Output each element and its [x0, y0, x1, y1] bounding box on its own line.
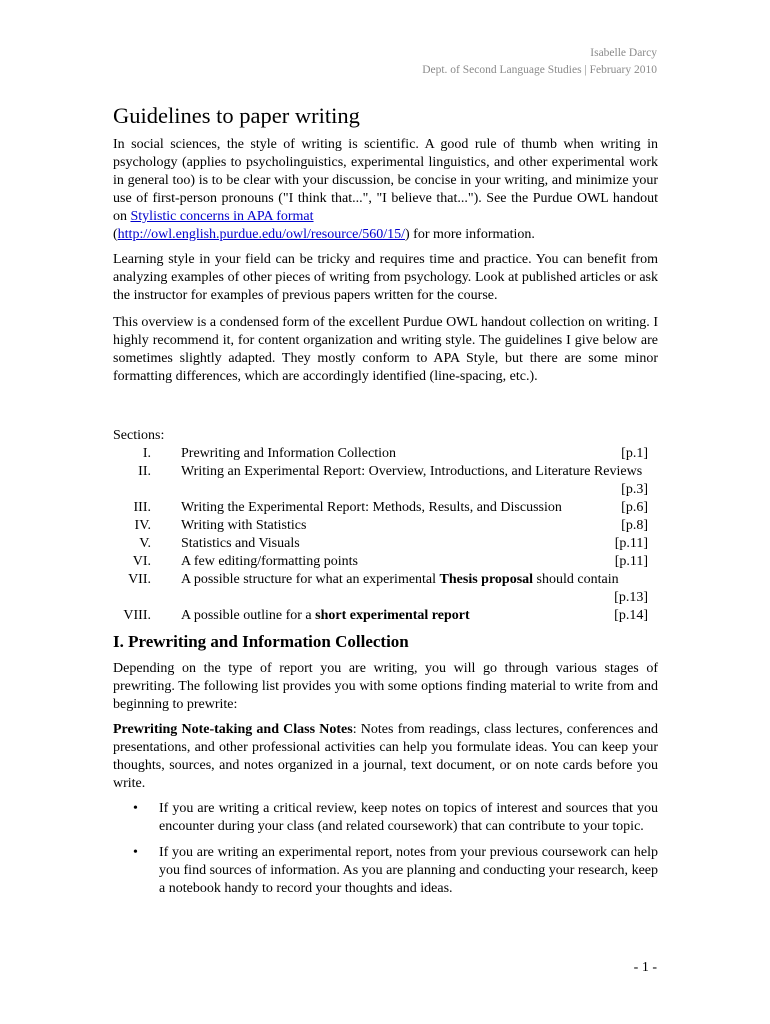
toc-page-ref: [p.1]	[621, 446, 648, 461]
toc-title-part: A possible structure for what an experimental	[181, 572, 440, 587]
note-taking-description: : Notes from readings, class lectures, conferences and presentations, and other professional activities can help you formulate ideas. You can keep your thoughts, sources, and notes organized in a journal, text document, or on note cards before you write.	[113, 722, 658, 791]
owl-url-link[interactable]: http://owl.english.purdue.edu/owl/resource/560/15/	[117, 227, 406, 242]
toc-number: III.	[133, 500, 151, 515]
list-item	[113, 844, 658, 898]
bullet-list	[113, 800, 658, 906]
toc-title: Prewriting and Information Collection	[181, 446, 397, 461]
toc-page-ref: [p.8]	[621, 518, 648, 533]
header-author: Isabelle Darcy	[590, 47, 657, 59]
toc-number: IV.	[134, 518, 151, 533]
toc-number: II.	[138, 464, 151, 479]
toc-title: Writing an Experimental Report: Overview, Introductions, and Literature Reviews	[181, 464, 643, 479]
toc-title: Statistics and Visuals	[181, 536, 300, 551]
note-taking-term: Prewriting Note-taking and Class Notes	[113, 722, 353, 737]
toc-title: Writing with Statistics	[181, 518, 307, 533]
toc-page-ref: [p.6]	[621, 500, 648, 515]
stylistic-concerns-link[interactable]: Stylistic concerns in APA format	[130, 209, 314, 224]
header-dept-date: Dept. of Second Language Studies | February 2010	[422, 64, 657, 76]
intro-p1-end: ) for more information.	[405, 227, 535, 242]
toc-title: A few editing/formatting points	[181, 554, 358, 569]
toc-title-bold: short experimental report	[315, 608, 470, 623]
intro-paragraph-3: This overview is a condensed form of the excellent Purdue OWL handout collection on writing. I highly recommend it, for content organization and writing style. The guidelines I give below are sometimes slightly adapted. They mostly conform to APA Style, but there are some minor formatting differences, which are accordingly identified (line-spacing, etc.).	[113, 315, 658, 384]
url-paren-open: (	[113, 227, 118, 242]
toc-number: VII.	[128, 572, 151, 587]
section-1-paragraph-1: Depending on the type of report you are writing, you will go through various stages of prewriting. The following list provides you with some options finding material to write from and beginning to prewrite:	[113, 661, 658, 712]
toc-item	[113, 607, 658, 625]
toc-number: VI.	[132, 554, 151, 569]
table-of-contents	[113, 445, 658, 625]
toc-item	[113, 553, 658, 571]
toc-item	[113, 571, 658, 607]
toc-page-ref: [p.11]	[614, 554, 648, 569]
toc-title-bold: Thesis proposal	[439, 572, 534, 587]
list-item-text: If you are writing a critical review, keep notes on topics of interest and sources that you encounter during your class (and related coursework) that can contribute to your topic.	[159, 801, 658, 834]
toc-item	[113, 445, 658, 463]
toc-title	[181, 607, 611, 625]
toc-item	[113, 499, 658, 517]
section-1-heading: I. Prewriting and Information Collection	[113, 632, 409, 651]
bullet-icon: •	[133, 845, 138, 860]
toc-page-ref: [p.3]	[621, 482, 648, 497]
toc-title-part: A possible outline for a	[181, 608, 316, 623]
toc-number: V.	[139, 536, 151, 551]
section-1-paragraph-2	[113, 721, 658, 793]
toc-page-ref: [p.14]	[614, 608, 648, 623]
toc-item	[113, 535, 658, 553]
sections-label: Sections:	[113, 428, 165, 443]
page-header	[422, 45, 657, 79]
document-title: Guidelines to paper writing	[113, 103, 360, 128]
toc-title	[181, 571, 661, 589]
toc-page-ref: [p.13]	[614, 590, 648, 605]
intro-p1-text: In social sciences, the style of writing is scientific. A good rule of thumb when writing in psychology (applies to psycholinguistics, experimental linguistics, and other experimental work in general too) is to be clear with your discussion, be concise in your writing, and minimize your use of first-person pronouns ("I think that...", "I believe that..."). See the Purdue OWL handout on	[113, 137, 658, 224]
list-item-text: If you are writing an experimental report, notes from your previous coursework can help you find sources of information. As you are planning and conducting your research, keep a notebook handy to record your thoughts and ideas.	[159, 845, 658, 896]
toc-number: I.	[142, 446, 151, 461]
bullet-icon: •	[133, 801, 138, 816]
intro-paragraph-2: Learning style in your field can be tricky and requires time and practice. You can benefit from analyzing examples of other pieces of writing from psychology. Look at published articles or ask the instructor for examples of previous papers written for the course.	[113, 252, 658, 303]
page-number: - 1 -	[633, 960, 657, 975]
toc-item	[113, 463, 658, 499]
toc-title: Writing the Experimental Report: Methods, Results, and Discussion	[181, 500, 562, 515]
toc-page-ref: [p.11]	[614, 536, 648, 551]
toc-title-part: should contain	[533, 572, 619, 587]
intro-paragraph-1	[113, 136, 658, 244]
toc-number: VIII.	[123, 608, 151, 623]
list-item	[113, 800, 658, 836]
toc-item	[113, 517, 658, 535]
